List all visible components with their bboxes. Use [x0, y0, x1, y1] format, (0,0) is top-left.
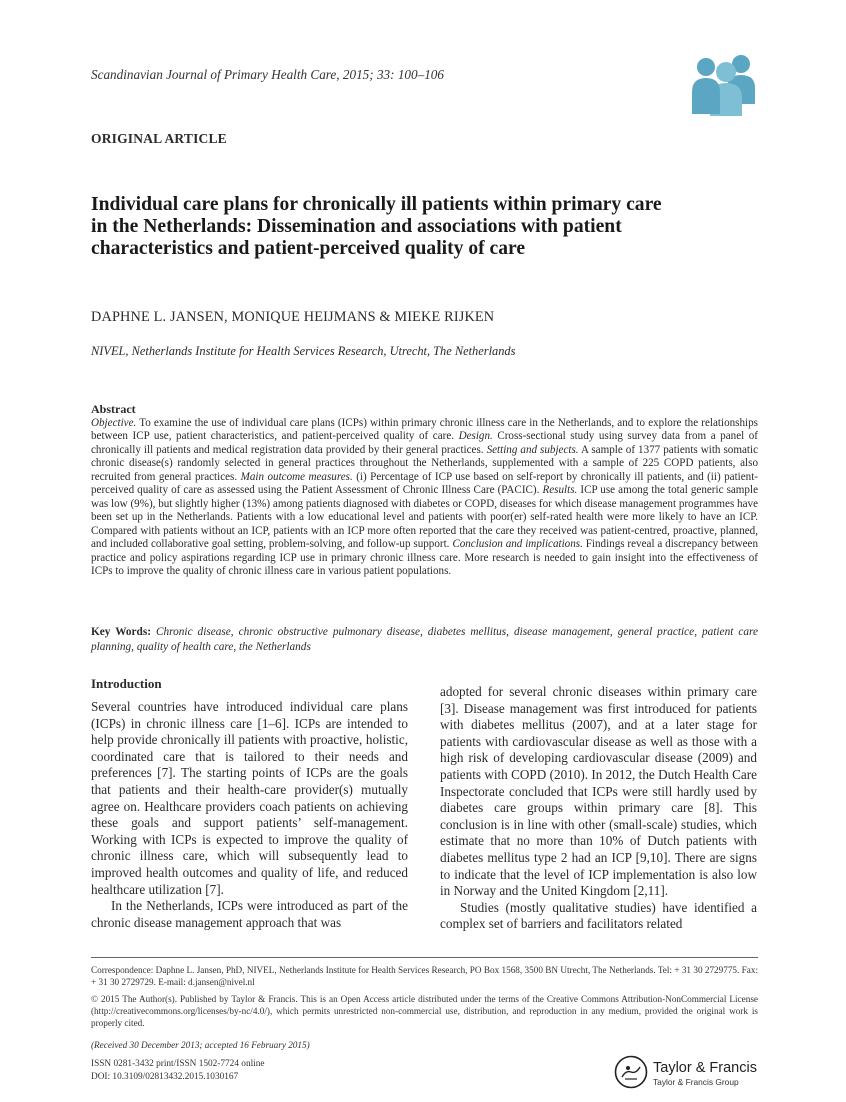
abstract-outcome-label: Main outcome measures. — [240, 470, 353, 483]
received-dates: (Received 30 December 2013; accepted 16 February 2015) — [91, 1040, 310, 1050]
abstract-results-label: Results. — [542, 484, 578, 497]
title-line: in the Netherlands: Dissemination and associations with patient — [91, 216, 622, 237]
body-paragraph: In the Netherlands, ICPs were introduced as part of the chronic disease management approach that was — [91, 898, 408, 930]
footnote-divider — [91, 957, 758, 958]
abstract-design-label: Design. — [458, 430, 493, 443]
title-line: characteristics and patient-perceived quality of care — [91, 238, 526, 259]
abstract-results: ICP use among the total generic sample was low (9%), but slightly higher (13%) among patients diagnosed with diabetes or COPD, diseases for which disease management programmes have been set up in the Netherlands. Patients with a low educational level and patients with poor(er) self-rated health were more likely to have an ICP. Compared with patients without an ICP, patients with an ICP more often reported that the care they received was patient-centred, proactive, planned, and included collaborative goal setting, problem-solving, and follow-up support. — [91, 484, 758, 551]
issn-doi — [91, 1058, 265, 1083]
abstract-setting-label: Setting and subjects. — [486, 443, 579, 456]
abstract-conclusion: Findings reveal a discrepancy between practice and policy aspirations regarding ICP use in primary chronic illness care. More research is needed to gain insight into the effectiveness of ICPs to improve the quality of chronic illness care in various patient populations. — [91, 538, 758, 577]
body-paragraph: Several countries have introduced individual care plans (ICPs) in chronic illness care [1–6]. ICPs are intended to help provide chronically ill patients with proactive, holistic, coordinated care that is tailored to their needs and preferences [7]. The starting points of ICPs are the goals that patients and their health-care provider(s) mutually agree on. Healthcare providers coach patients on achieving these goals and support patients’ self-management. Working with ICPs is expected to improve the quality of chronic illness care, which will subsequently lead to improved health outcomes and quality of life, and reduced healthcare utilization [7]. — [91, 699, 408, 897]
keywords — [91, 625, 758, 654]
abstract-objective-label: Objective. — [91, 417, 137, 429]
abstract-outcome: (i) Percentage of ICP use based on self-report by chronically ill patients, and (ii) patient-perceived quality of care as assessed using the Patient Assessment of Chronic Illness Care (PACIC). — [91, 470, 758, 497]
abstract-heading: Abstract — [91, 402, 136, 416]
publisher-name: Taylor & Francis — [653, 1060, 757, 1076]
introduction-heading: Introduction — [91, 676, 162, 691]
taylor-francis-logo-icon — [614, 1055, 648, 1089]
abstract-conclusion-label: Conclusion and implications. — [452, 538, 583, 551]
article-type-label: ORIGINAL ARTICLE — [91, 131, 227, 146]
abstract-design: Cross-sectional study using survey data from a panel of chronically ill patients and medical registration data provided by their general practices. — [91, 430, 758, 456]
issn: ISSN 0281-3432 print/ISSN 1502-7724 online — [91, 1059, 265, 1069]
keywords-label: Key Words: — [91, 626, 151, 638]
correspondence-note: Correspondence: Daphne L. Jansen, PhD, NIVEL, Netherlands Institute for Health Services Research, PO Box 1568, 3500 BN Utrecht, The Netherlands. Tel: + 31 30 2729775. Fax: + 31 30 2729729. E-mail: d.jansen@nivel.nl — [91, 965, 758, 988]
title-line: Individual care plans for chronically ill patients within primary care — [91, 194, 662, 215]
body-paragraph: adopted for several chronic diseases within primary care [3]. Disease management was first introduced for patients with diabetes mellitus (2007), and at a later stage for patients with cardiovascular disease as well as those with a high risk of developing cardiovascular disease (2009) and patients with COPD (2010). In 2012, the Dutch Health Care Inspectorate concluded that ICPs were still hardly used by diabetes care groups within primary care [8]. This conclusion is in line with other (small-scale) studies, which estimate that no more than 10% of Dutch patients with diabetes mellitus type 2 had an ICP [9,10]. There are signs to indicate that the level of ICP implementation is also low in Norway and the United Kingdom [2,11]. — [440, 684, 757, 899]
author-list: DAPHNE L. JANSEN, MONIQUE HEIJMANS & MIEKE RIJKEN — [91, 309, 495, 325]
abstract-setting: A sample of 1377 patients with somatic chronic disease(s) randomly selected in general practices throughout the Netherlands, supplemented with a sample of 225 COPD patients, also recruited from general practices. — [91, 443, 758, 483]
keywords-list: Chronic disease, chronic obstructive pulmonary disease, diabetes mellitus, disease management, general practice, patient care planning, quality of health care, the Netherlands — [91, 626, 758, 653]
people-group-icon — [689, 48, 761, 120]
copyright-note: © 2015 The Author(s). Published by Taylor & Francis. This is an Open Access article distributed under the terms of the Creative Commons Attribution-NonCommercial License (http://creativecommons.org/licenses/by-nc/4.0/), which permits unrestricted non-commercial use, distribution, and reproduction in any medium, provided the original work is properly cited. — [91, 994, 758, 1029]
doi: DOI: 10.3109/02813432.2015.1030167 — [91, 1071, 239, 1082]
journal-citation: Scandinavian Journal of Primary Health Care, 2015; 33: 100–106 — [91, 67, 444, 82]
abstract-body — [91, 417, 758, 578]
publisher-group: Taylor & Francis Group — [653, 1077, 739, 1087]
body-column-right — [440, 684, 757, 933]
abstract-objective: To examine the use of individual care plans (ICPs) within primary chronic illness care in the Netherlands, and to explore the relationships between ICP use, patient characteristics, and patient-perceived quality of care. — [91, 417, 758, 443]
article-title — [91, 194, 761, 260]
body-column-left — [91, 699, 408, 931]
body-paragraph: Studies (mostly qualitative studies) have identified a complex set of barriers and facilitators related — [440, 899, 757, 932]
affiliation: NIVEL, Netherlands Institute for Health Services Research, Utrecht, The Netherlands — [91, 344, 516, 358]
